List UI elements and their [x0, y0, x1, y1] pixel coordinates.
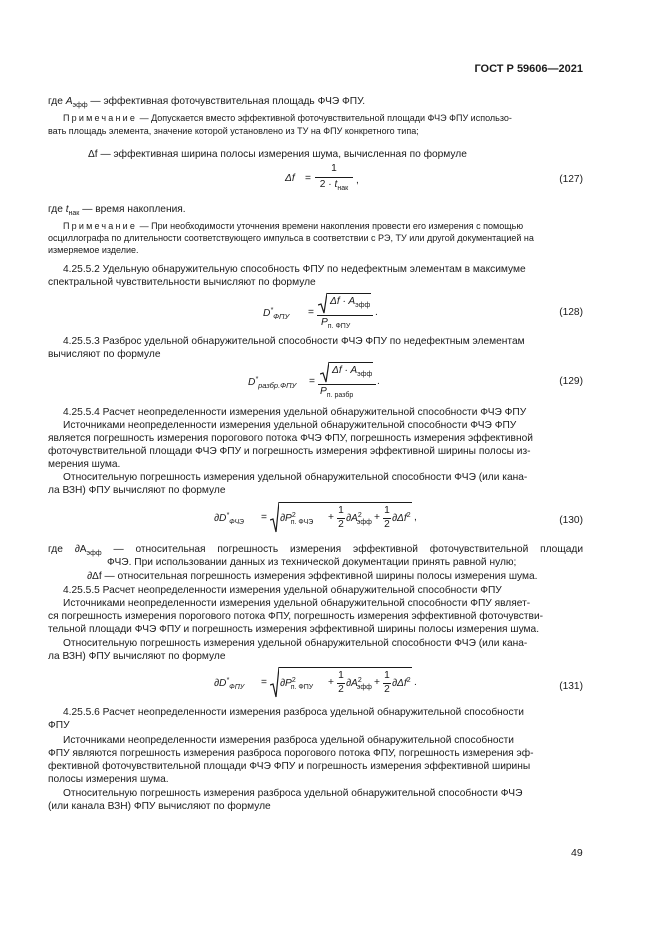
lhs: $\partial D^*_{ФПУ}$	[214, 677, 245, 691]
punct: .	[377, 376, 380, 387]
sqrt-sign	[320, 361, 329, 383]
para-4-25-5-5-line-3: тельной площади ФЧЭ ФПУ и погрешность измерения эффективной ширины полосы измерения шума.	[48, 624, 540, 635]
para-4-25-5-6-line-1: 4.25.5.6 Расчет неопределенности измерения разброса удельной обнаружительной способности	[63, 707, 524, 718]
sqrt-sign	[270, 501, 279, 533]
note-2-line-2: осциллографа по длительности соответствующего импульса в соответствии с РЭ, ТУ или другой документацией на	[48, 233, 534, 243]
equals: =	[309, 376, 315, 387]
equation-number-131: (131)	[559, 681, 583, 692]
page-number: 49	[571, 847, 583, 859]
note-1-line-1	[63, 112, 512, 125]
punct: .	[414, 677, 417, 688]
term-a: $\partial A^2_{эфф}$	[346, 512, 372, 526]
denominator: $2 \cdot t_{нак}$	[319, 179, 349, 192]
equation-130	[214, 501, 424, 541]
plus: +	[328, 512, 334, 523]
lhs: Δf	[285, 173, 295, 184]
definition-aeff	[48, 95, 365, 112]
para-rel-error-2-line-2: ла ВЗН) ФПУ вычисляют по формуле	[48, 651, 226, 662]
half-fraction-1: 1 2	[338, 505, 344, 530]
equation-131	[214, 666, 424, 706]
note-label: Примечание	[63, 221, 138, 231]
equation-129	[248, 361, 408, 401]
definition-delta-f: Δf — эффективная ширина полосы измерения шума, вычисленная по формуле	[88, 149, 467, 160]
para-4-25-5-2-line-2: спектральной чувствительности вычисляют по формуле	[48, 277, 316, 288]
equation-128	[263, 292, 403, 332]
where-aeff-line-1: где $\partial A_{эфф}$ — относительная погрешность измерения эффективной фоточувствительной площади	[48, 544, 584, 557]
fraction	[315, 163, 353, 192]
para-4-25-5-4-line-2: является погрешность измерения порогового потока ФЧЭ ФПУ, погрешность измерения эффективной	[48, 433, 533, 444]
term-p: $\partial P^2_{п. ФПУ}$	[280, 677, 314, 691]
sqrt-bar	[279, 502, 412, 503]
lhs: $D^*_{разбр.ФПУ}$	[248, 376, 297, 390]
numerator: 1	[331, 163, 337, 174]
denominator: $P_{п. разбр}$	[320, 386, 354, 399]
para-4-25-5-3-line-1: 4.25.5.3 Разброс удельной обнаружительной способности ФЧЭ ФПУ по недефектным элементам	[63, 336, 525, 347]
subscript: эфф	[72, 102, 88, 109]
sqrt-sign	[318, 292, 327, 314]
punct: .	[375, 307, 378, 318]
sqrt-bar	[327, 293, 371, 294]
para-sources-line-2: ФПУ являются погрешность измерения разброса порогового потока ФПУ, погрешность измерения эф-	[48, 748, 534, 759]
note-label: Примечание	[63, 113, 138, 123]
para-4-25-5-5-title: 4.25.5.5 Расчет неопределенности измерения удельной обнаружительной способности ФПУ	[63, 585, 502, 596]
note-text: — При необходимости уточнения времени накопления провести его измерения с помощью	[137, 221, 524, 231]
para-sources-line-4: полосы измерения шума.	[48, 774, 169, 785]
equation-number-130: (130)	[559, 515, 583, 526]
para-4-25-5-4-line-4: мерения шума.	[48, 459, 121, 470]
para-sources-line-3: фективной фоточувствительной площади ФЧЭ ФПУ и погрешность измерения эффективной ширины	[48, 761, 531, 772]
definition-tnak: где $t_{нак}$ — время накопления.	[48, 204, 186, 217]
equals: =	[305, 173, 311, 184]
standard-code: ГОСТ Р 59606—2021	[474, 63, 583, 75]
equals: =	[261, 677, 267, 688]
para-4-25-5-2-line-1: 4.25.5.2 Удельную обнаружительную способность ФПУ по недефектным элементам в максимуме	[63, 264, 526, 275]
where-aeff-line-2: ФЧЭ. При использовании данных из технической документации принять равной нулю;	[107, 557, 517, 568]
equation-number-127: (127)	[559, 174, 583, 185]
para-rel-error-2-line-1: Относительную погрешность измерения удельной обнаружительной способности ФЧЭ (или кана-	[63, 638, 528, 649]
fraction-bar	[315, 177, 353, 178]
equation-number-129: (129)	[559, 376, 583, 387]
numerator: $\Delta f \cdot A_{эфф}$	[332, 365, 373, 378]
para-sources-line-1: Источниками неопределенности измерения разброса удельной обнаружительной способности	[63, 735, 514, 746]
half-fraction-2: 1 2	[384, 670, 390, 695]
text: — эффективная фоточувствительная площадь ФЧЭ ФПУ.	[87, 96, 366, 107]
para-rel-error-1-line-2: ла ВЗН) ФПУ вычисляют по формуле	[48, 485, 226, 496]
note-1-line-2: вать площадь элемента, значение которой установлено из ТУ на ФПУ конкретного типа;	[48, 126, 419, 136]
term-df: $\partial\Delta f^2$	[392, 677, 411, 689]
numerator: $\Delta f \cdot A_{эфф}$	[330, 296, 371, 309]
plus: +	[374, 677, 380, 688]
para-rel-error-1-line-1: Относительную погрешность измерения удельной обнаружительной способности ФЧЭ (или кана-	[63, 472, 528, 483]
where-df: ∂Δf — относительная погрешность измерения эффективной ширины полосы измерения шума.	[87, 571, 538, 582]
punct: ,	[356, 175, 359, 186]
para-4-25-5-3-line-2: вычисляют по формуле	[48, 349, 161, 360]
punct: ,	[414, 512, 417, 523]
lhs: $\partial D^*_{ФЧЭ}$	[214, 512, 245, 526]
symbol: A	[65, 96, 73, 107]
text: где	[48, 96, 66, 107]
equation-number-128: (128)	[559, 307, 583, 318]
half-fraction-1: 1 2	[338, 670, 344, 695]
fraction-bar	[318, 384, 376, 385]
para-rel-error-3-line-1: Относительную погрешность измерения разброса удельной обнаружительной способности ФЧЭ	[63, 788, 523, 799]
term-p: $\partial P^2_{п. ФЧЭ}$	[280, 512, 314, 526]
note-2-line-3: измеряемое изделие.	[48, 245, 139, 255]
para-4-25-5-5-line-1: Источниками неопределенности измерения удельной обнаружительной способности ФПУ являет-	[63, 598, 531, 609]
sqrt-bar	[329, 362, 373, 363]
equals: =	[308, 307, 314, 318]
para-rel-error-3-line-2: (или канала ВЗН) ФПУ вычисляют по формуле	[48, 801, 271, 812]
fraction-bar	[317, 315, 373, 316]
plus: +	[328, 677, 334, 688]
denominator: $P_{п. ФПУ}$	[321, 317, 351, 330]
sqrt-sign	[270, 666, 279, 698]
equation-127	[285, 163, 375, 197]
half-fraction-2: 1 2	[384, 505, 390, 530]
term-df: $\partial\Delta f^2$	[392, 512, 411, 524]
para-4-25-5-5-line-2: ся погрешность измерения порогового потока ФПУ, погрешность измерения эффективной фоточувстви-	[48, 611, 544, 622]
para-4-25-5-6-line-2: ФПУ	[48, 720, 70, 731]
para-4-25-5-4-title: 4.25.5.4 Расчет неопределенности измерения удельной обнаружительной способности ФЧЭ ФПУ	[63, 407, 527, 418]
sqrt-bar	[279, 667, 412, 668]
equals: =	[261, 512, 267, 523]
note-text: — Допускается вместо эффективной фоточувствительной площади ФЧЭ ФПУ использо-	[137, 113, 512, 123]
term-a: $\partial A^2_{эфф}$	[346, 677, 372, 691]
lhs: $D^*_{ФПУ}$	[263, 307, 290, 321]
para-4-25-5-4-line-3: фоточувствительной площади ФЧЭ ФПУ и погрешность измерения эффективной ширины полосы из-	[48, 446, 531, 457]
para-4-25-5-4-line-1: Источниками неопределенности измерения удельной обнаружительной способности ФЧЭ ФПУ	[63, 420, 517, 431]
plus: +	[374, 512, 380, 523]
